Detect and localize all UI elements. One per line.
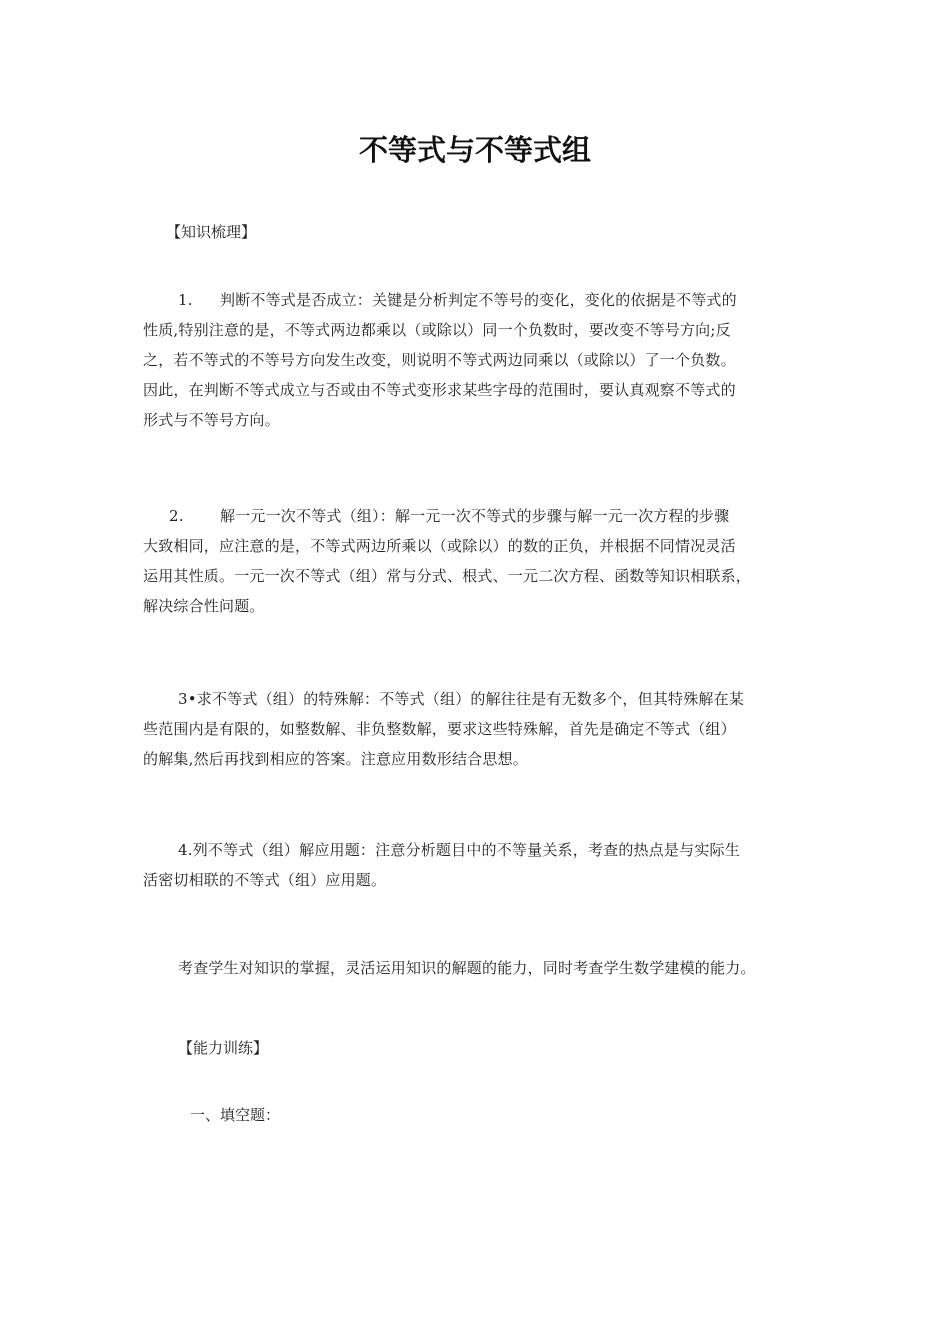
item-line: 列不等式（组）解应用题：注意分析题目中的不等量关系，考查的热点是与实际生	[192, 841, 740, 859]
item-line: 解一元一次不等式（组）：解一元一次不等式的步骤与解一元一次方程的步骤	[220, 507, 730, 525]
knowledge-item-2	[143, 501, 823, 621]
item-line: 解决综合性问题。	[143, 597, 265, 615]
item-line: 性质,特别注意的是，不等式两边都乘以（或除以）同一个负数时，要改变不等号方向;反	[143, 321, 731, 339]
item-line: 活密切相联的不等式（组）应用题。	[143, 871, 387, 889]
item-line: 运用其性质。一元一次不等式（组）常与分式、根式、一元二次方程、函数等知识相联系，	[143, 567, 752, 585]
item-line: 些范围内是有限的，如整数解、非负整数解，要求这些特殊解，首先是确定不等式（组）	[143, 720, 736, 738]
item-number: 3•	[178, 690, 197, 708]
item-line: 因此，在判断不等式成立与否或由不等式变形求某些字母的范围时，要认真观察不等式的	[143, 381, 736, 399]
page-title: 不等式与不等式组	[358, 133, 591, 167]
knowledge-item-4	[143, 835, 823, 895]
knowledge-item-1	[143, 285, 823, 435]
item-line: 的解集,然后再找到相应的答案。注意应用数形结合思想。	[143, 750, 528, 768]
knowledge-header: 【知识梳理】	[166, 223, 257, 241]
item-line: 判断不等式是否成立：关键是分析判定不等号的变化，变化的依据是不等式的	[220, 291, 737, 309]
item-line: 求不等式（组）的特殊解：不等式（组）的解往往是有无数多个，但其特殊解在某	[196, 690, 745, 708]
item-number: 2.	[169, 507, 184, 525]
fill-blank-header: 一、填空题：	[190, 1106, 281, 1124]
item-line: 之，若不等式的不等号方向发生改变，则说明不等式两边同乘以（或除以）了一个负数。	[143, 351, 736, 369]
item-number: 1.	[178, 291, 193, 309]
item-line: 大致相同，应注意的是，不等式两边所乘以（或除以）的数的正负，并根据不同情况灵活	[143, 537, 736, 555]
training-header: 【能力训练】	[178, 1039, 269, 1057]
item-number: 4.	[178, 841, 193, 859]
summary-paragraph: 考查学生对知识的掌握，灵活运用知识的解题的能力，同时考查学生数学建模的能力。	[178, 959, 756, 977]
item-line: 形式与不等号方向。	[143, 411, 280, 429]
knowledge-item-3	[143, 684, 823, 774]
